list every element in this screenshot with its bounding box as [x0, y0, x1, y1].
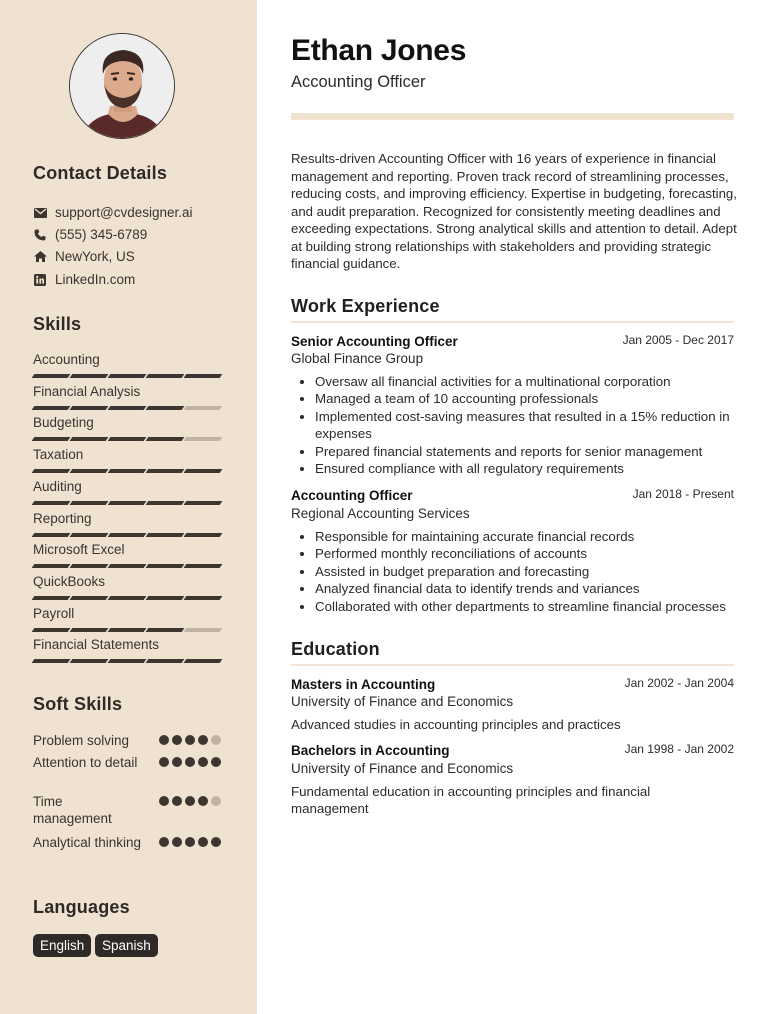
soft-skill-label: Attention to detail — [33, 755, 138, 770]
job-date: Jan 2005 - Dec 2017 — [622, 333, 734, 347]
skill-label: Financial Statements — [33, 637, 160, 653]
rating-dot — [211, 757, 221, 767]
phone-icon — [33, 228, 47, 242]
candidate-name: Ethan Jones — [291, 34, 467, 67]
skill-level-segment — [70, 469, 109, 473]
skill-level-bar — [33, 374, 223, 378]
skill-level-segment — [108, 374, 147, 378]
education-heading: Education — [291, 639, 380, 659]
skill-level-segment — [108, 437, 147, 441]
skill-label: Payroll — [33, 605, 75, 621]
list-item: Ensured compliance with all regulatory requirements — [297, 460, 737, 477]
contact-phone[interactable] — [33, 227, 147, 242]
contact-details-heading: Contact Details — [33, 163, 168, 183]
rating-dot — [159, 796, 169, 806]
soft-skill-rating — [159, 757, 221, 767]
job-title: Senior Accounting Officer — [291, 334, 458, 349]
degree-description: Advanced studies in accounting principles and practices — [291, 717, 621, 732]
section-divider — [291, 321, 734, 323]
skill-level-segment — [108, 596, 147, 600]
school-name: University of Finance and Economics — [291, 761, 514, 776]
skill-level-segment — [184, 406, 223, 410]
degree-title: Masters in Accounting — [291, 677, 436, 692]
list-item: Oversaw all financial activities for a multinational corporation — [297, 373, 737, 390]
skill-label: Auditing — [33, 478, 82, 494]
envelope-icon — [33, 206, 47, 220]
rating-dot — [185, 796, 195, 806]
skill-level-segment — [32, 564, 71, 568]
skill-label: Budgeting — [33, 415, 94, 431]
skill-level-segment — [70, 501, 109, 505]
skill-level-segment — [184, 501, 223, 505]
skill-level-bar — [33, 469, 223, 473]
contact-email-text: support@cvdesigner.ai — [55, 205, 193, 220]
skill-level-segment — [146, 501, 185, 505]
job-bullets — [297, 373, 737, 477]
rating-dot — [198, 757, 208, 767]
skill-level-bar — [33, 659, 223, 663]
rating-dot — [211, 837, 221, 847]
skill-item — [33, 574, 223, 600]
soft-skill-label: Problem solving — [33, 733, 130, 748]
skill-level-segment — [32, 533, 71, 537]
skill-item — [33, 352, 223, 378]
profile-photo — [70, 34, 175, 139]
language-badge: Spanish — [95, 934, 158, 957]
list-item: Managed a team of 10 accounting professionals — [297, 390, 737, 407]
skill-level-segment — [184, 469, 223, 473]
degree-date: Jan 2002 - Jan 2004 — [624, 676, 734, 690]
skill-item — [33, 511, 223, 537]
list-item: Implemented cost-saving measures that resulted in a 15% reduction in expenses — [297, 408, 737, 443]
linkedin-icon — [33, 273, 47, 287]
skill-label: Microsoft Excel — [33, 542, 125, 558]
skill-level-segment — [32, 501, 71, 505]
job-bullets — [297, 528, 737, 615]
soft-skill-item — [33, 754, 223, 771]
skill-level-segment — [108, 533, 147, 537]
rating-dot — [159, 735, 169, 745]
skill-level-segment — [32, 469, 71, 473]
skill-level-segment — [146, 596, 185, 600]
job-date: Jan 2018 - Present — [632, 487, 734, 501]
avatar — [69, 33, 175, 139]
list-item: Responsible for maintaining accurate financial records — [297, 528, 737, 545]
skill-level-segment — [70, 406, 109, 410]
list-item: Collaborated with other departments to streamline financial processes — [297, 598, 737, 615]
rating-dot — [172, 837, 182, 847]
section-divider — [291, 664, 734, 666]
skill-level-segment — [32, 406, 71, 410]
rating-dot — [198, 837, 208, 847]
skill-label: Reporting — [33, 510, 92, 526]
skill-level-segment — [108, 469, 147, 473]
skill-item — [33, 606, 223, 632]
skill-level-segment — [70, 533, 109, 537]
skill-item — [33, 384, 223, 410]
skill-item — [33, 479, 223, 505]
rating-dot — [185, 837, 195, 847]
skill-level-segment — [184, 564, 223, 568]
skill-level-bar — [33, 501, 223, 505]
skill-item — [33, 447, 223, 473]
degree-date: Jan 1998 - Jan 2002 — [624, 742, 734, 756]
skill-level-segment — [108, 659, 147, 663]
skill-level-bar — [33, 596, 223, 600]
job-organization: Global Finance Group — [291, 351, 424, 366]
skill-level-segment — [184, 437, 223, 441]
soft-skill-label: Time management — [33, 794, 112, 826]
skill-level-segment — [70, 596, 109, 600]
skill-level-segment — [184, 374, 223, 378]
header-divider — [291, 113, 734, 120]
skill-item — [33, 542, 223, 568]
skill-item — [33, 637, 223, 663]
soft-skill-label: Analytical thinking — [33, 835, 142, 850]
sidebar — [0, 0, 257, 1014]
skill-level-segment — [184, 659, 223, 663]
contact-email[interactable] — [33, 205, 193, 220]
rating-dot — [211, 735, 221, 745]
skill-level-segment — [184, 533, 223, 537]
skills-heading: Skills — [33, 314, 82, 334]
profile-summary: Results-driven Accounting Officer with 16 years of experience in financial management and reporting. Proven track record of streamlining processes, reducing costs, and improving efficiency. Expertise in budgeting, forecasting, and audit preparation. Recognized for consistently meeting deadlines and exceeding expectations. Strong analytical skills and attention to detail. Adept at building strong relationships with stakeholders and providing strategic financial guidance. — [291, 151, 737, 271]
skill-level-segment — [146, 406, 185, 410]
list-item: Analyzed financial data to identify trends and variances — [297, 580, 737, 597]
skill-level-segment — [146, 469, 185, 473]
skill-level-bar — [33, 437, 223, 441]
rating-dot — [172, 735, 182, 745]
rating-dot — [172, 757, 182, 767]
skill-label: QuickBooks — [33, 573, 106, 589]
skill-level-segment — [108, 406, 147, 410]
skill-level-segment — [70, 628, 109, 632]
skill-level-segment — [32, 596, 71, 600]
skill-item — [33, 415, 223, 441]
job-title: Accounting Officer — [291, 488, 413, 503]
skill-label: Accounting — [33, 352, 100, 367]
skill-level-bar — [33, 628, 223, 632]
skill-level-segment — [146, 564, 185, 568]
work-experience-heading: Work Experience — [291, 296, 440, 316]
job-organization: Regional Accounting Services — [291, 506, 470, 521]
skill-level-segment — [70, 374, 109, 378]
degree-title: Bachelors in Accounting — [291, 743, 450, 758]
skill-level-segment — [108, 564, 147, 568]
rating-dot — [159, 837, 169, 847]
skill-level-segment — [184, 596, 223, 600]
candidate-role: Accounting Officer — [291, 73, 426, 91]
skill-level-segment — [70, 564, 109, 568]
skill-level-segment — [32, 628, 71, 632]
skill-level-segment — [32, 374, 71, 378]
contact-location-text: NewYork, US — [55, 249, 135, 264]
skill-level-segment — [70, 659, 109, 663]
rating-dot — [185, 735, 195, 745]
soft-skill-rating — [159, 796, 221, 806]
soft-skills-heading: Soft Skills — [33, 694, 123, 714]
soft-skill-item — [33, 834, 223, 851]
skill-level-segment — [146, 437, 185, 441]
list-item: Assisted in budget preparation and forecasting — [297, 563, 737, 580]
skill-level-segment — [108, 628, 147, 632]
contact-location — [33, 249, 135, 264]
rating-dot — [172, 796, 182, 806]
skill-level-segment — [146, 374, 185, 378]
rating-dot — [211, 796, 221, 806]
home-icon — [33, 250, 47, 264]
rating-dot — [198, 796, 208, 806]
skill-label: Financial Analysis — [33, 383, 141, 399]
skill-level-segment — [146, 533, 185, 537]
rating-dot — [185, 757, 195, 767]
skill-level-segment — [146, 659, 185, 663]
languages-heading: Languages — [33, 897, 130, 917]
soft-skill-item — [33, 732, 223, 749]
skill-label: Taxation — [33, 447, 84, 463]
skill-level-segment — [146, 628, 185, 632]
skill-level-bar — [33, 564, 223, 568]
contact-phone-text: (555) 345-6789 — [55, 227, 148, 242]
list-item: Prepared financial statements and reports for senior management — [297, 443, 737, 460]
skill-level-segment — [32, 659, 71, 663]
rating-dot — [198, 735, 208, 745]
school-name: University of Finance and Economics — [291, 694, 514, 709]
contact-linkedin[interactable] — [33, 272, 135, 287]
rating-dot — [159, 757, 169, 767]
degree-description: Fundamental education in accounting principles and financial management — [291, 784, 651, 817]
soft-skill-item — [33, 793, 223, 827]
skill-level-segment — [70, 437, 109, 441]
soft-skill-rating — [159, 837, 221, 847]
contact-linkedin-text: LinkedIn.com — [55, 272, 136, 287]
language-badge: English — [33, 934, 91, 957]
skill-level-segment — [108, 501, 147, 505]
list-item: Performed monthly reconciliations of accounts — [297, 545, 737, 562]
soft-skill-rating — [159, 735, 221, 745]
skill-level-bar — [33, 406, 223, 410]
skill-level-segment — [32, 437, 71, 441]
skill-level-segment — [184, 628, 223, 632]
skill-level-bar — [33, 533, 223, 537]
